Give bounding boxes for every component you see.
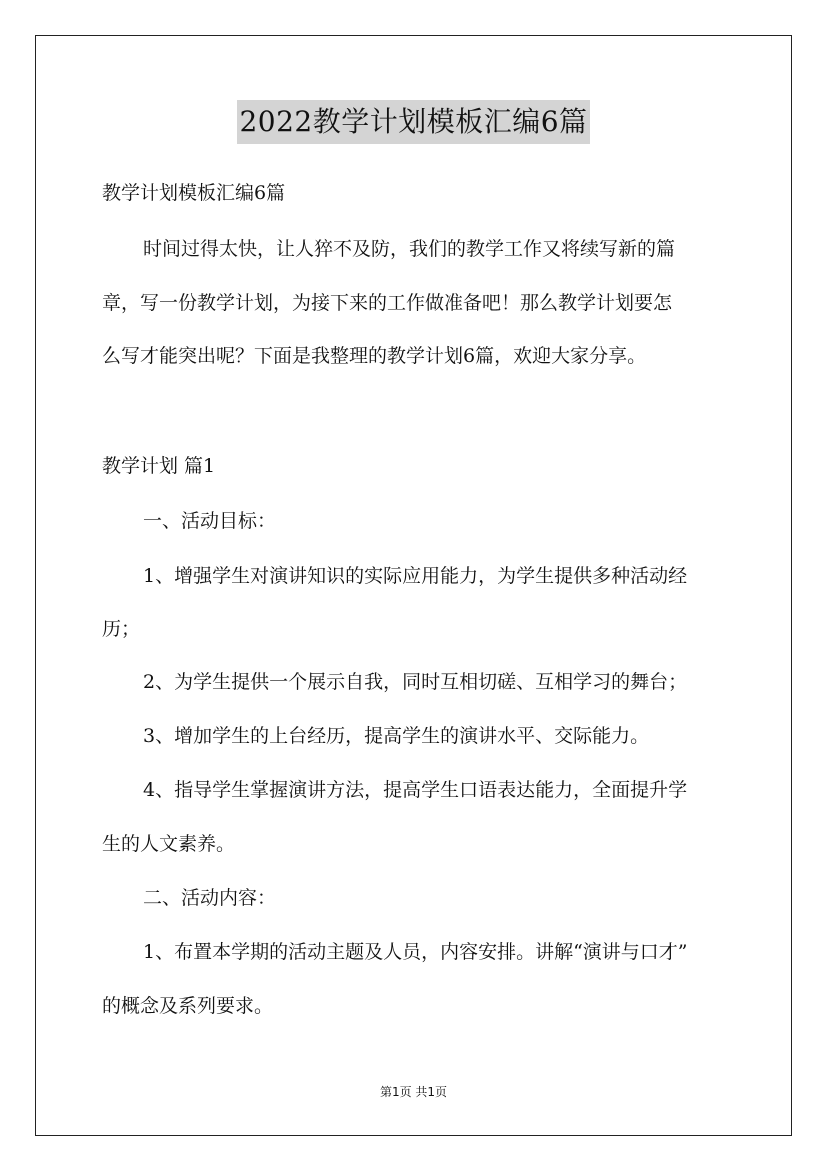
document-subtitle: 教学计划模板汇编6篇 xyxy=(102,182,286,204)
page-footer: 第1页 共1页 xyxy=(379,1085,448,1099)
body-line-9: 1、布置本学期的活动主题及人员，内容安排。讲解“演讲与口才” xyxy=(143,941,688,963)
intro-line-3: 么写才能突出呢？下面是我整理的教学计划6篇，欢迎大家分享。 xyxy=(102,345,647,367)
body-line-5: 3、增加学生的上台经历，提高学生的演讲水平、交际能力。 xyxy=(143,725,650,747)
section-heading: 教学计划 篇1 xyxy=(102,455,216,477)
body-line-4: 2、为学生提供一个展示自我，同时互相切磋、互相学习的舞台； xyxy=(143,671,688,693)
body-line-10: 的概念及系列要求。 xyxy=(102,995,274,1017)
body-line-7: 生的人文素养。 xyxy=(102,833,236,855)
body-line-6: 4、指导学生掌握演讲方法，提高学生口语表达能力，全面提升学 xyxy=(143,779,688,801)
body-line-2: 1、增强学生对演讲知识的实际应用能力，为学生提供多种活动经 xyxy=(143,565,688,587)
document-title: 2022教学计划模板汇编6篇 xyxy=(237,100,589,144)
body-line-1: 一、活动目标： xyxy=(143,510,277,532)
body-line-3: 历； xyxy=(102,618,141,640)
intro-line-2: 章，写一份教学计划，为接下来的工作做准备吧！那么教学计划要怎 xyxy=(102,292,673,314)
body-line-8: 二、活动内容： xyxy=(143,887,277,909)
intro-line-1: 时间过得太快，让人猝不及防，我们的教学工作又将续写新的篇 xyxy=(143,238,676,260)
document-title-block xyxy=(0,100,827,144)
